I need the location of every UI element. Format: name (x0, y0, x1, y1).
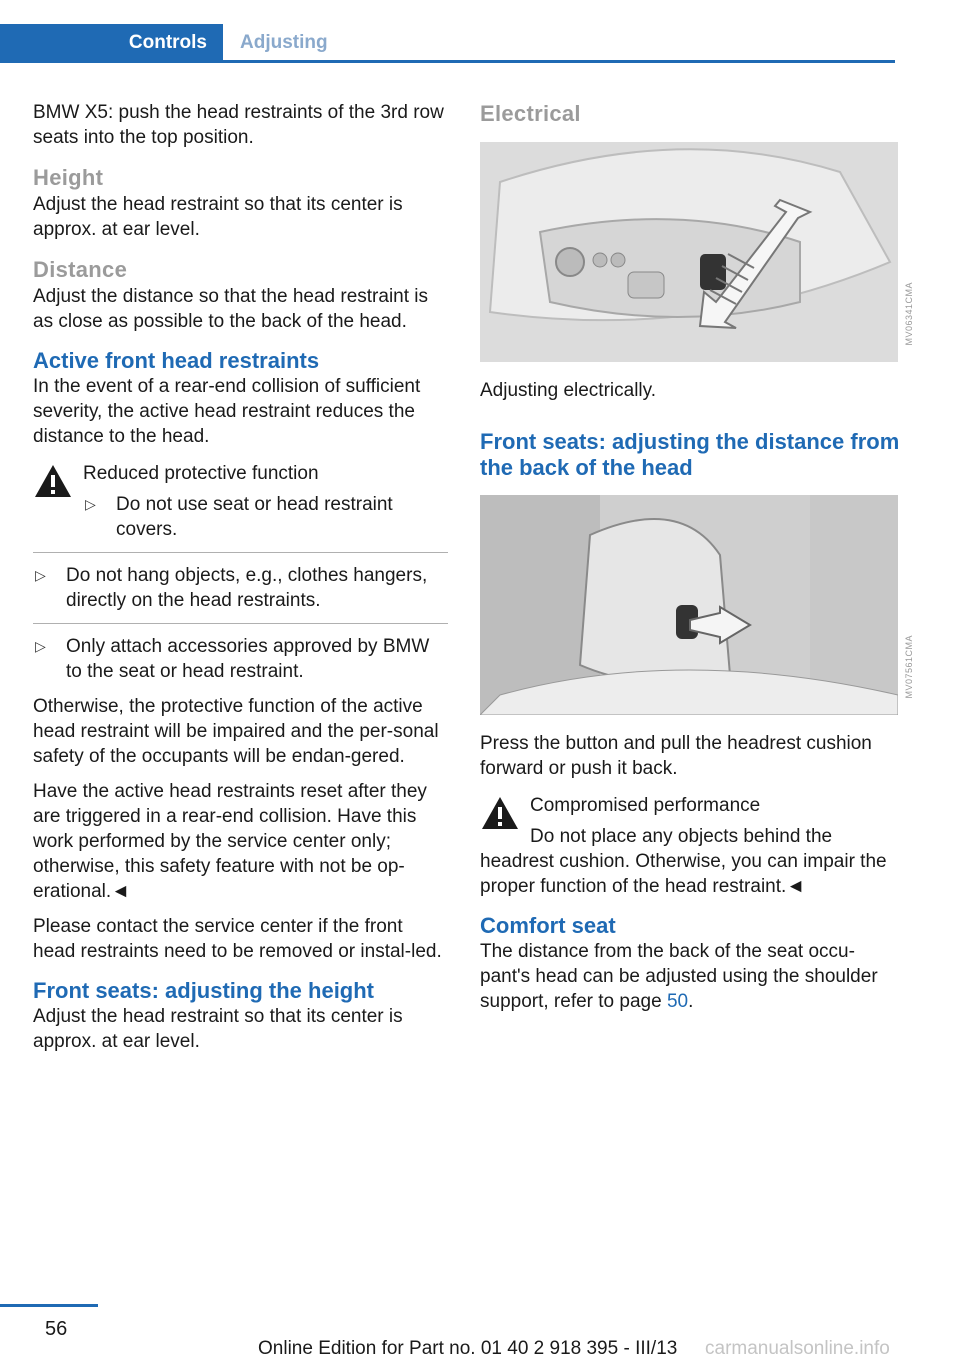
comfort-text: The distance from the back of the seat occu-pant's head can be adjusted using the shoulder support, refer to page 50. (480, 941, 878, 1012)
section-tab-adjusting: Adjusting (240, 31, 328, 53)
active-para-2: Have the active head restraints reset after they are triggered in a rear-end collision. Have this work performed by the service center only; otherwise, this safety feature with not be op-erational.◄ (33, 781, 427, 902)
electrical-figure (480, 142, 914, 362)
active-heading: Active front head restraints (33, 348, 320, 373)
left-column (33, 100, 448, 1064)
warning-bullet: ▷ Do not use seat or head restraint covers. (85, 494, 393, 540)
headrest-caption: Press the button and pull the headrest cushion forward or push it back. (480, 733, 872, 779)
header-rule (0, 60, 895, 63)
warning-icon (33, 463, 73, 499)
footer-rule (0, 1304, 98, 1307)
distance-heading: Distance (33, 257, 128, 282)
active-text: In the event of a rear-end collision of sufficient severity, the active head restraint reduces the distance to the head. (33, 376, 421, 447)
page-header (0, 0, 960, 62)
bullet-triangle-icon: ▷ (35, 567, 46, 583)
figure-code: MV06341CMA (904, 282, 914, 346)
intro-text: BMW X5: push the head restraints of the 3rd row seats into the top position. (33, 102, 444, 148)
warning-text-2: Do not place any objects behind the headrest cushion. Otherwise, you can impair the proper function of the head restraint.◄ (480, 826, 887, 897)
warning-block-2 (480, 793, 900, 899)
bullet-divider (33, 623, 448, 624)
distance-text: Adjust the distance so that the head restraint is as close as possible to the back of the head. (33, 286, 429, 332)
headrest-illustration (480, 495, 898, 715)
electrical-caption: Adjusting electrically. (480, 380, 657, 401)
seat-controls-illustration (480, 142, 898, 362)
section-tab-controls: Controls (0, 24, 223, 61)
bullet-triangle-icon: ▷ (85, 496, 96, 512)
bullet-triangle-icon: ▷ (35, 638, 46, 654)
height-heading: Height (33, 165, 104, 190)
right-column (480, 100, 914, 1024)
edition-text: Online Edition for Part no. 01 40 2 918 395 - III/13 (258, 1338, 678, 1359)
figure-code: MV07561CMA (904, 635, 914, 699)
height-text: Adjust the head restraint so that its center is approx. at ear level. (33, 194, 403, 240)
watermark: carmanualsonline.info (705, 1338, 890, 1359)
comfort-heading: Comfort seat (480, 913, 616, 938)
front-height-text: Adjust the head restraint so that its center is approx. at ear level. (33, 1006, 403, 1052)
list-item: ▷ Do not hang objects, e.g., clothes hangers, directly on the head restraints. (35, 565, 428, 611)
electrical-heading: Electrical (480, 101, 581, 126)
list-item: ▷ Only attach accessories approved by BMW to the seat or head restraint. (35, 636, 430, 682)
warning-icon (480, 795, 520, 831)
page-link[interactable]: 50 (666, 991, 689, 1012)
warning-title-2: Compromised performance (530, 795, 761, 816)
page-number: 56 (45, 1318, 68, 1340)
headrest-figure (480, 495, 914, 715)
active-para-3: Please contact the service center if the front head restraints need to be removed or instal-led. (33, 916, 442, 962)
bullet-divider (33, 552, 448, 553)
front-height-heading: Front seats: adjusting the height (33, 978, 375, 1003)
warning-block (33, 461, 448, 542)
active-para-1: Otherwise, the protective function of the active head restraint will be impaired and the per-sonal safety of the occupants will be endan-gered. (33, 696, 439, 767)
warning-title: Reduced protective function (83, 463, 319, 484)
front-distance-heading: Front seats: adjusting the distance from the back of the head (480, 429, 900, 480)
